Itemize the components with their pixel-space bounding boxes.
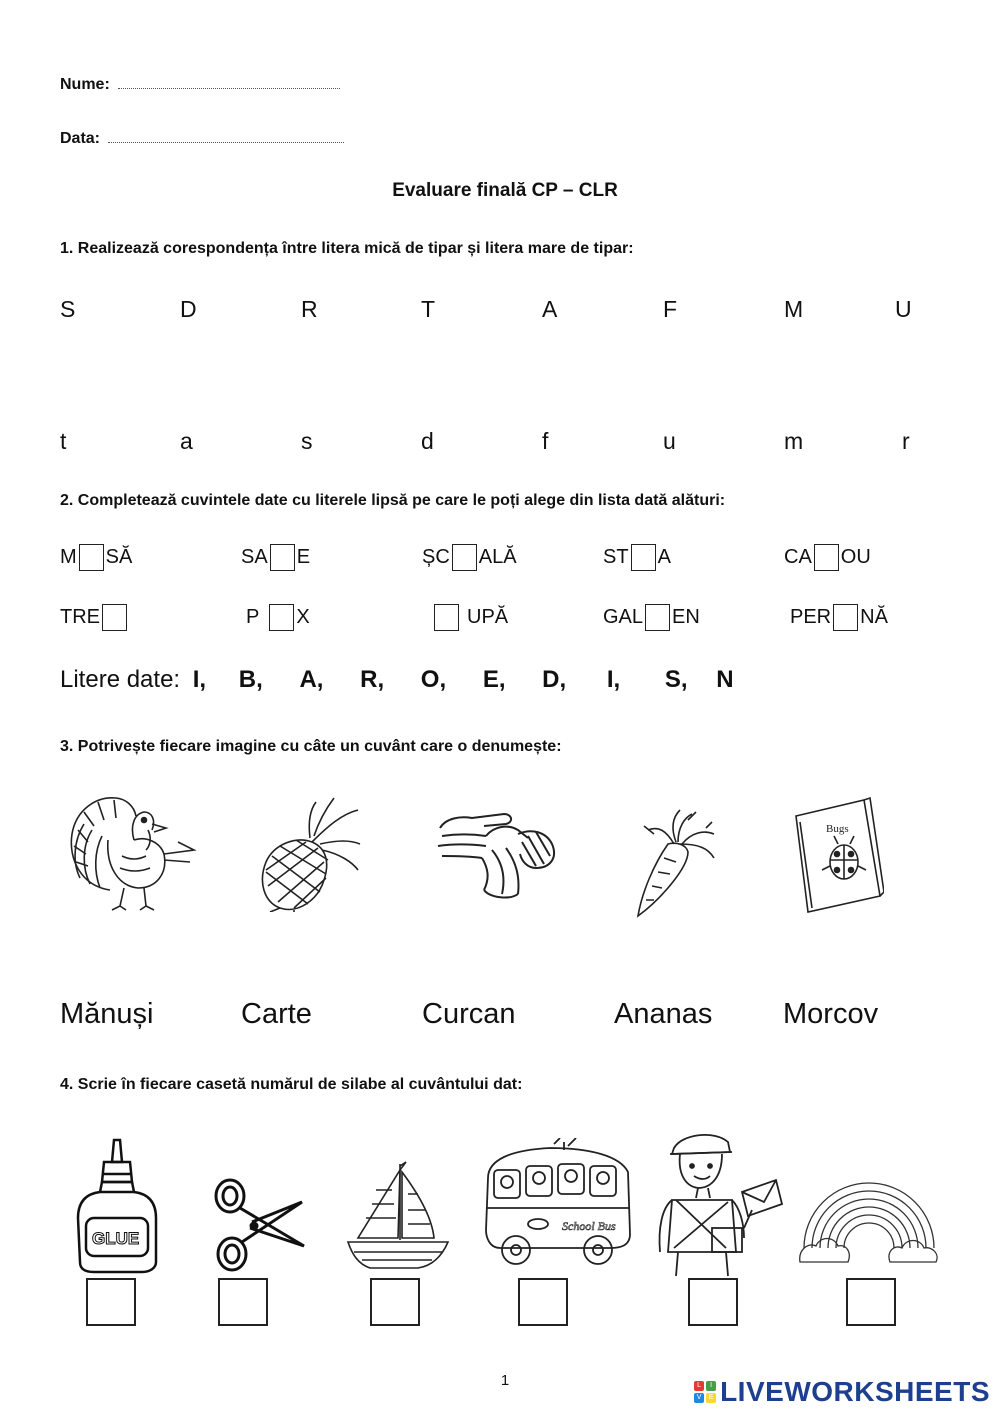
word-prefix: PER — [790, 606, 832, 628]
logo-block-v: V — [694, 1393, 704, 1403]
date-label: Data: — [60, 130, 101, 147]
syllable-box-2[interactable] — [218, 1278, 268, 1326]
rainbow-illustration[interactable] — [798, 1162, 940, 1270]
upper-letter-3[interactable]: R — [301, 296, 318, 322]
word-sare — [241, 544, 310, 571]
lower-letter-8[interactable]: r — [902, 428, 910, 454]
page-title: Evaluare finală CP – CLR — [392, 180, 618, 201]
word-option-2[interactable]: Carte — [241, 998, 312, 1030]
missing-letter-box[interactable] — [645, 604, 670, 631]
word-suffix: E — [296, 546, 311, 568]
lower-letter-1[interactable]: t — [60, 428, 67, 454]
syllable-box-5[interactable] — [688, 1278, 738, 1326]
word-tren — [60, 604, 129, 631]
word-suffix: ALĂ — [478, 546, 517, 568]
upper-letter-7[interactable]: M — [784, 296, 804, 322]
date-field — [60, 128, 344, 148]
word-suffix: OU — [840, 546, 871, 568]
word-prefix: TRE — [60, 606, 100, 628]
missing-letter-box[interactable] — [79, 544, 104, 571]
missing-letter-box[interactable] — [269, 604, 294, 631]
given-letter: A, — [299, 666, 324, 693]
glue-label-text: GLUE — [92, 1229, 140, 1248]
given-letter: E, — [482, 666, 506, 693]
book-cover-text: Bugs — [826, 823, 849, 835]
word-prefix: CA — [784, 546, 812, 568]
missing-letter-box[interactable] — [814, 544, 839, 571]
q1-instruction: 1. Realizează corespondența între litera mică de tipar și litera mare de tipar: — [60, 240, 634, 257]
bus-label-text: School Bus — [562, 1219, 616, 1233]
word-suffix: NĂ — [860, 606, 888, 628]
given-letter: N — [716, 666, 734, 693]
word-prefix: ST — [603, 546, 629, 568]
word-galben — [603, 604, 700, 631]
school-bus-illustration[interactable] — [480, 1138, 634, 1272]
name-field — [60, 74, 340, 94]
given-letters-row — [60, 666, 734, 694]
liveworksheets-logo — [694, 1376, 990, 1408]
upper-letter-2[interactable]: D — [180, 296, 197, 322]
q4-instruction: 4. Scrie în fiecare casetă numărul de silabe al cuvântului dat: — [60, 1076, 523, 1093]
word-stea — [603, 544, 671, 571]
syllable-box-3[interactable] — [370, 1278, 420, 1326]
upper-letter-1[interactable]: S — [60, 296, 76, 322]
missing-letter-box[interactable] — [631, 544, 656, 571]
missing-letter-box[interactable] — [452, 544, 477, 571]
lower-letter-6[interactable]: u — [663, 428, 676, 454]
lower-letter-5[interactable]: f — [542, 428, 549, 454]
carrot-illustration[interactable] — [630, 808, 720, 918]
lower-letter-2[interactable]: a — [180, 428, 193, 454]
given-letter: D, — [542, 666, 567, 693]
word-option-3[interactable]: Curcan — [422, 998, 516, 1030]
given-letter: I, — [192, 666, 207, 693]
given-letters-label: Litere date: — [60, 666, 181, 693]
name-label: Nume: — [60, 76, 110, 93]
q3-instruction: 3. Potrivește fiecare imagine cu câte un cuvânt care o denumește: — [60, 738, 562, 755]
word-suffix: A — [657, 546, 671, 568]
word-suffix: SĂ — [105, 546, 133, 568]
missing-letter-box[interactable] — [833, 604, 858, 631]
word-scoala — [422, 544, 517, 571]
gloves-illustration[interactable] — [432, 806, 560, 902]
word-prefix: P — [246, 606, 260, 628]
given-letter: R, — [360, 666, 385, 693]
sailboat-illustration[interactable] — [346, 1160, 450, 1270]
q2-instruction: 2. Completează cuvintele date cu literele lipsă pe care le poți alege din lista dată alături: — [60, 492, 726, 509]
page-number: 1 — [500, 1372, 510, 1389]
word-suffix: EN — [672, 606, 700, 628]
logo-text: LIVEWORKSHEETS — [720, 1376, 990, 1407]
name-dotted-line[interactable] — [118, 74, 340, 89]
logo-block-i: I — [706, 1381, 716, 1391]
syllable-box-1[interactable] — [86, 1278, 136, 1326]
word-cadou — [784, 544, 871, 571]
lower-letter-7[interactable]: m — [784, 428, 804, 454]
word-prefix: M — [60, 546, 77, 568]
logo-block-l: L — [694, 1381, 704, 1391]
logo-block-e: E — [706, 1393, 716, 1403]
missing-letter-box[interactable] — [102, 604, 127, 631]
given-letter: I, — [606, 666, 621, 693]
book-illustration[interactable] — [794, 796, 884, 914]
word-perna — [790, 604, 888, 631]
upper-letter-4[interactable]: T — [421, 296, 436, 322]
given-letter: O, — [420, 666, 447, 693]
word-option-4[interactable]: Ananas — [614, 998, 713, 1030]
lower-letter-4[interactable]: d — [421, 428, 434, 454]
date-dotted-line[interactable] — [108, 128, 344, 143]
missing-letter-box[interactable] — [434, 604, 459, 631]
word-prefix: ȘC — [422, 546, 450, 568]
word-dupa — [432, 604, 508, 631]
word-prefix: GAL — [603, 606, 644, 628]
word-pix — [246, 604, 310, 631]
lower-letter-3[interactable]: s — [301, 428, 313, 454]
word-suffix: UPĂ — [467, 606, 509, 628]
upper-letter-5[interactable]: A — [542, 296, 558, 322]
logo-blocks — [694, 1381, 716, 1403]
word-option-5[interactable]: Morcov — [783, 998, 879, 1030]
word-prefix: SA — [241, 546, 268, 568]
given-letter: B, — [238, 666, 263, 693]
pineapple-illustration[interactable] — [250, 796, 362, 912]
syllable-box-4[interactable] — [518, 1278, 568, 1326]
word-suffix: X — [296, 606, 310, 628]
word-masa — [60, 544, 132, 571]
upper-letter-8[interactable]: U — [895, 296, 912, 322]
given-letter: S, — [664, 666, 688, 693]
turkey-illustration[interactable] — [64, 790, 198, 912]
upper-letter-6[interactable]: F — [663, 296, 678, 322]
missing-letter-box[interactable] — [270, 544, 295, 571]
mailman-illustration[interactable] — [652, 1128, 784, 1278]
word-option-1[interactable]: Mănuși — [60, 998, 154, 1030]
scissors-illustration[interactable] — [210, 1176, 306, 1276]
syllable-box-6[interactable] — [846, 1278, 896, 1326]
glue-illustration[interactable] — [74, 1138, 160, 1274]
